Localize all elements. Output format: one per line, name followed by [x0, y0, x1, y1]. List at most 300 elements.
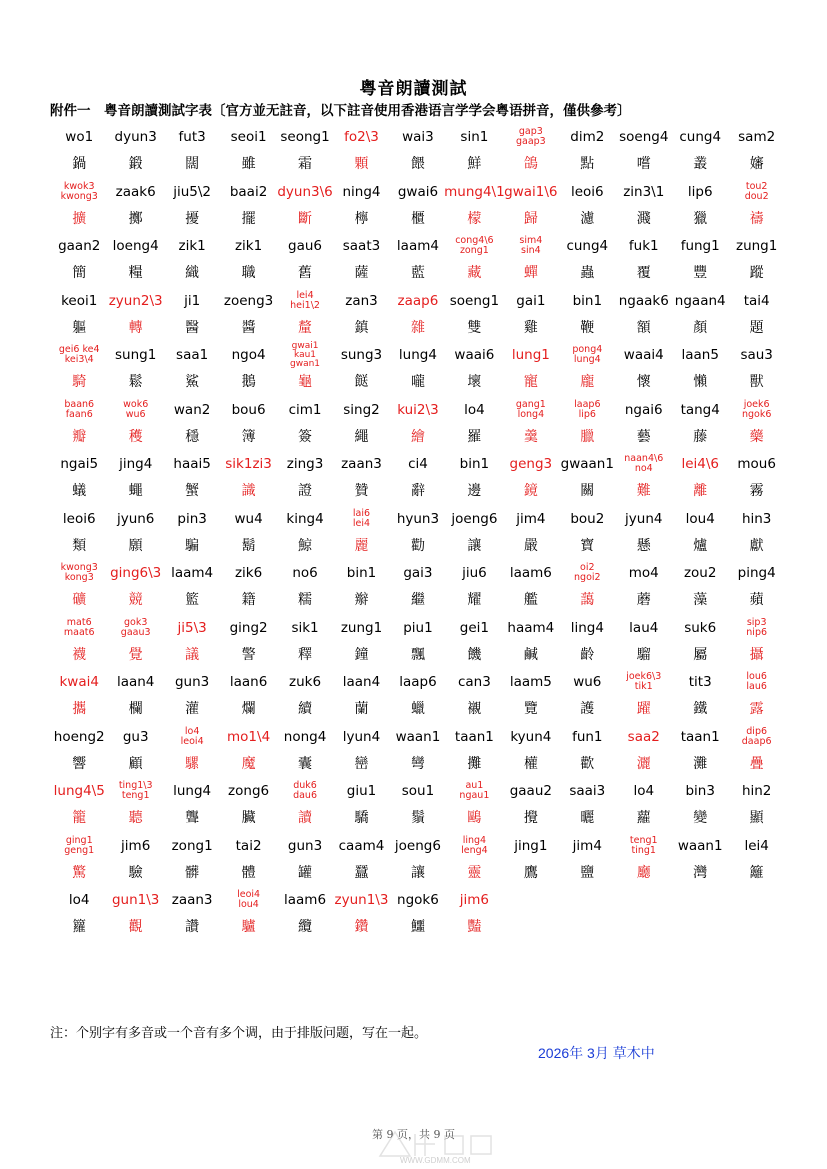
- table-cell: [728, 562, 784, 617]
- character: 穫: [128, 428, 143, 445]
- romanization-line: joek6\3: [626, 671, 662, 682]
- romanization-line: zing3: [286, 456, 324, 472]
- table-cell: [164, 181, 220, 236]
- romanization-line: ngau1: [459, 790, 490, 801]
- romanization-line: lou6: [746, 671, 767, 682]
- table-cell: [107, 344, 163, 399]
- table-cell: [333, 508, 389, 563]
- table-cell: [446, 235, 502, 290]
- table-cell: [616, 835, 672, 890]
- romanization-line: dim2: [570, 129, 605, 145]
- romanization: [333, 453, 389, 475]
- romanization-line: wai3: [402, 129, 434, 145]
- romanization-line: zung1: [340, 619, 383, 636]
- character: 覽: [523, 701, 538, 717]
- romanization: [51, 126, 107, 148]
- table-cell: [616, 671, 672, 726]
- romanization: [164, 726, 220, 748]
- romanization: [503, 290, 559, 312]
- table-cell: [446, 780, 502, 835]
- romanization-line: naan4\6: [624, 453, 664, 464]
- character: 顧: [128, 755, 143, 772]
- table-cell: [333, 344, 389, 399]
- romanization: [503, 671, 559, 693]
- romanization-line: gaan2: [58, 238, 101, 254]
- romanization: [51, 508, 107, 530]
- romanization-line: ging1: [65, 834, 93, 846]
- romanization-line: leoi6: [62, 510, 96, 527]
- romanization: [503, 780, 559, 802]
- character: 飄: [410, 646, 425, 663]
- romanization: [164, 617, 220, 639]
- table-cell: [51, 453, 107, 508]
- character: 欄: [128, 701, 143, 717]
- table-cell: [277, 617, 333, 672]
- romanization: [390, 835, 446, 857]
- romanization-line: lei4: [744, 837, 769, 854]
- table-cell: [390, 453, 446, 508]
- romanization-line: gai1: [516, 292, 546, 309]
- character: 灑: [636, 755, 651, 772]
- character: 簿: [241, 428, 256, 445]
- table-cell: [333, 399, 389, 454]
- character: 曬: [580, 810, 595, 826]
- romanization-line: laan4: [116, 674, 155, 690]
- table-cell: [503, 780, 559, 835]
- table-cell: [51, 889, 107, 944]
- romanization: [164, 780, 220, 802]
- character: 薩: [354, 265, 369, 281]
- character: 耀: [467, 592, 482, 608]
- romanization: [220, 235, 276, 257]
- table-cell: [333, 290, 389, 345]
- table-cell: [51, 290, 107, 345]
- romanization: [164, 453, 220, 475]
- romanization-line: gang1: [515, 398, 546, 410]
- watermark-url: WWW.GDMM.COM: [400, 1156, 471, 1165]
- table-cell: [559, 453, 615, 508]
- romanization: [333, 617, 389, 639]
- romanization-line: leng4: [461, 844, 488, 856]
- romanization-line: gwan1: [290, 358, 321, 369]
- table-cell: [446, 835, 502, 890]
- romanization-line: kei3\4: [64, 354, 94, 365]
- romanization-line: sing2: [343, 401, 380, 418]
- character: 鵝: [241, 374, 256, 390]
- romanization: [164, 508, 220, 530]
- romanization: [220, 126, 276, 148]
- table-cell: [107, 835, 163, 890]
- character: 鍋: [72, 156, 87, 172]
- romanization: [164, 399, 220, 421]
- table-cell: [728, 508, 784, 563]
- romanization-line: sik1: [291, 619, 319, 636]
- romanization-line: lip6: [687, 183, 713, 200]
- table-cell: [277, 340, 333, 399]
- character: 蠶: [354, 864, 369, 881]
- romanization-line: fut3: [178, 129, 206, 145]
- romanization-line: oi2: [580, 562, 595, 573]
- romanization: [333, 780, 389, 802]
- romanization-line: teng1: [629, 834, 658, 846]
- romanization: [107, 726, 163, 748]
- romanization: [107, 399, 163, 421]
- table-cell: [220, 780, 276, 835]
- romanization: [277, 290, 333, 312]
- romanization-line: gwai6: [397, 183, 439, 200]
- table-cell: [107, 290, 163, 345]
- table-cell: [728, 835, 784, 890]
- romanization-line: geng3: [509, 456, 553, 472]
- character: 攝: [749, 646, 764, 663]
- romanization-line: mo4: [628, 565, 659, 581]
- table-cell: [390, 290, 446, 345]
- romanization-line: long4: [517, 408, 545, 420]
- romanization-line: laam4: [396, 238, 439, 254]
- character: 驢: [241, 919, 256, 935]
- romanization-line: laam5: [509, 674, 552, 690]
- table-cell: [616, 181, 672, 236]
- romanization-line: fung1: [680, 238, 720, 254]
- character: 籃: [185, 592, 200, 608]
- romanization-line: gei1: [459, 619, 489, 636]
- table-cell: [51, 508, 107, 563]
- table-cell: [728, 399, 784, 454]
- table-cell: [672, 671, 728, 726]
- table-cell: [220, 453, 276, 508]
- character: 擲: [128, 210, 143, 227]
- character: 獵: [693, 210, 708, 227]
- romanization-line: jiu6: [462, 565, 487, 581]
- table-cell: [164, 235, 220, 290]
- romanization-line: gok3: [123, 616, 148, 628]
- character: 勸: [410, 537, 425, 554]
- character: 讚: [185, 919, 200, 935]
- table-cell: [672, 453, 728, 508]
- romanization: [390, 562, 446, 584]
- character: 騙: [185, 537, 200, 554]
- character: 簡: [72, 265, 87, 281]
- romanization: [503, 508, 559, 530]
- romanization: [616, 453, 672, 475]
- character: 點: [580, 156, 595, 172]
- romanization: [503, 344, 559, 366]
- romanization: [220, 344, 276, 366]
- romanization-line: ci4: [408, 456, 428, 472]
- romanization-line: zou2: [683, 565, 717, 581]
- romanization: [107, 344, 163, 366]
- romanization: [390, 399, 446, 421]
- character: 灌: [185, 701, 200, 717]
- character-table: [51, 126, 785, 944]
- character: 巒: [354, 755, 369, 772]
- character: 藏: [467, 265, 482, 281]
- romanization-line: sung3: [340, 347, 383, 363]
- character: 櫃: [410, 210, 425, 227]
- romanization: [559, 126, 615, 148]
- character: 屬: [693, 646, 708, 663]
- romanization-line: ting1\3: [118, 780, 153, 791]
- romanization: [503, 453, 559, 475]
- romanization: [728, 671, 784, 693]
- romanization: [220, 726, 276, 748]
- romanization-line: cung4: [679, 129, 722, 145]
- character: 騎: [72, 374, 87, 390]
- romanization: [220, 181, 276, 203]
- table-cell: [164, 889, 220, 944]
- romanization-line: lei4: [352, 517, 371, 529]
- romanization: [728, 617, 784, 639]
- romanization: [728, 726, 784, 748]
- romanization-line: zik1: [234, 238, 263, 254]
- romanization-line: leoi4: [237, 889, 261, 900]
- character: 寶: [580, 537, 595, 554]
- character: 蟬: [523, 265, 538, 281]
- table-cell: [446, 453, 502, 508]
- table-cell: [616, 126, 672, 181]
- romanization: [672, 780, 728, 802]
- romanization: [728, 235, 784, 257]
- character: 懶: [693, 374, 708, 390]
- character: 繪: [410, 428, 425, 445]
- romanization-line: caam4: [338, 837, 385, 854]
- romanization-line: hoeng2: [53, 728, 105, 745]
- romanization: [333, 126, 389, 148]
- romanization-line: leoi6: [570, 183, 604, 200]
- romanization: [277, 835, 333, 857]
- character: 鞭: [580, 319, 595, 336]
- page-title: 粤音朗讀測試: [359, 79, 468, 99]
- table-cell: [164, 671, 220, 726]
- character: 騾: [185, 755, 200, 772]
- romanization: [220, 399, 276, 421]
- romanization-line: pong4: [572, 344, 603, 355]
- romanization-line: gai3: [403, 565, 433, 581]
- character: 雜: [410, 319, 425, 336]
- romanization-line: sung1: [115, 347, 157, 363]
- romanization: [164, 126, 220, 148]
- character: 闊: [185, 156, 200, 172]
- table-cell: [107, 617, 163, 672]
- table-cell: [107, 453, 163, 508]
- character: 鷗: [467, 810, 482, 826]
- romanization-line: gei6 ke4: [58, 344, 100, 355]
- romanization-line: wu6: [573, 674, 602, 690]
- romanization-line: kau1: [294, 349, 317, 360]
- table-cell: [616, 562, 672, 617]
- table-cell: [503, 126, 559, 181]
- table-cell: [277, 235, 333, 290]
- table-cell: [277, 780, 333, 835]
- romanization: [390, 726, 446, 748]
- romanization-line: saai3: [569, 783, 606, 799]
- table-cell: [220, 290, 276, 345]
- romanization: [220, 508, 276, 530]
- romanization: [672, 290, 728, 312]
- romanization-line: sou1: [401, 783, 435, 799]
- table-cell: [728, 726, 784, 781]
- character: 豔: [467, 919, 482, 935]
- character: 願: [128, 537, 143, 554]
- character: 體: [241, 864, 256, 881]
- table-cell: [672, 399, 728, 454]
- romanization: [446, 617, 502, 639]
- table-cell: [503, 399, 559, 454]
- character: 覺: [128, 646, 143, 663]
- table-cell: [503, 508, 559, 563]
- character: 驗: [128, 864, 143, 881]
- romanization-line: daap6: [741, 735, 772, 747]
- romanization-line: au1: [465, 780, 484, 791]
- character: 鷹: [523, 864, 538, 881]
- character: 邊: [467, 483, 482, 499]
- character: 霧: [749, 483, 764, 499]
- romanization-line: ling4: [570, 619, 604, 636]
- table-cell: [107, 399, 163, 454]
- romanization: [503, 726, 559, 748]
- character: 鯊: [185, 374, 200, 390]
- table-cell: [616, 235, 672, 290]
- romanization: [559, 290, 615, 312]
- character: 壞: [467, 374, 482, 390]
- romanization-line: ting1: [631, 844, 656, 856]
- table-cell: [728, 780, 784, 835]
- romanization-line: lo4: [68, 892, 90, 908]
- character: 變: [693, 810, 708, 826]
- romanization: [559, 562, 615, 584]
- romanization: [390, 235, 446, 257]
- character: 鎮: [354, 319, 369, 336]
- character: 題: [749, 319, 764, 336]
- romanization-line: lou4: [238, 899, 259, 910]
- table-cell: [277, 671, 333, 726]
- romanization-line: no6: [292, 565, 318, 581]
- romanization-line: gaau3: [120, 626, 151, 638]
- romanization-line: gwaan1: [560, 456, 614, 472]
- romanization-line: lau4: [629, 619, 659, 636]
- table-cell: [444, 181, 505, 236]
- romanization: [333, 726, 389, 748]
- character: 嚐: [636, 156, 651, 172]
- character: 豐: [693, 265, 708, 281]
- romanization: [446, 399, 502, 421]
- romanization-line: lo4: [464, 401, 485, 418]
- romanization-line: joek6: [743, 398, 770, 410]
- romanization: [164, 889, 220, 911]
- table-cell: [51, 617, 107, 672]
- romanization-line: jing1: [514, 837, 548, 854]
- character: 擴: [72, 210, 87, 227]
- romanization-line: laan6: [229, 674, 268, 690]
- table-cell: [446, 889, 502, 944]
- romanization-line: gwai1\6: [504, 183, 558, 200]
- character: 嬸: [749, 156, 764, 172]
- romanization-line: jing4: [119, 456, 153, 472]
- character: 簽: [298, 428, 313, 445]
- character: 繼: [410, 592, 425, 608]
- romanization-line: kui2\3: [397, 401, 439, 418]
- romanization: [107, 453, 163, 475]
- romanization-line: saa1: [176, 347, 209, 363]
- table-cell: [51, 126, 107, 181]
- character: 驕: [354, 810, 369, 826]
- table-cell: [672, 835, 728, 890]
- table-cell: [164, 344, 220, 399]
- character: 獸: [749, 374, 764, 390]
- romanization-line: ngok6: [741, 408, 772, 420]
- romanization-line: tou2: [745, 180, 768, 192]
- romanization: [277, 671, 333, 693]
- romanization: [333, 235, 389, 257]
- romanization-line: bin1: [346, 565, 377, 581]
- romanization-line: laam6: [509, 565, 552, 581]
- romanization: [51, 889, 107, 911]
- romanization: [164, 235, 220, 257]
- character: 獻: [749, 537, 764, 554]
- table-cell: [164, 399, 220, 454]
- table-cell: [672, 344, 728, 399]
- character: 檸: [354, 210, 369, 227]
- romanization: [616, 399, 672, 421]
- romanization-line: lo4: [633, 783, 655, 799]
- character: 藻: [693, 592, 708, 608]
- romanization: [51, 726, 107, 748]
- character: 糯: [298, 592, 313, 608]
- romanization: [164, 181, 220, 203]
- character: 顆: [354, 156, 369, 172]
- romanization-line: sin1: [460, 129, 489, 145]
- romanization: [728, 562, 784, 584]
- table-cell: [51, 344, 107, 399]
- table-cell: [616, 453, 672, 508]
- table-cell: [616, 290, 672, 345]
- page-subtitle: 附件一 粤音朗讀測試字表〔官方並无註音，以下註音使用香港语言学学会粤语拼音，僅供參考〕: [50, 103, 631, 119]
- romanization: [728, 344, 784, 366]
- romanization: [616, 290, 672, 312]
- romanization-line: zik6: [234, 565, 263, 581]
- romanization: [390, 889, 446, 911]
- romanization: [446, 235, 502, 257]
- romanization-line: wu6: [125, 408, 146, 420]
- romanization: [672, 399, 728, 421]
- character: 鐘: [354, 646, 369, 663]
- romanization-line: wo1: [65, 129, 94, 145]
- romanization: [51, 235, 107, 257]
- table-cell: [51, 562, 107, 617]
- romanization: [107, 235, 163, 257]
- character: 競: [128, 592, 143, 608]
- romanization: [333, 181, 389, 203]
- table-cell: [616, 726, 672, 781]
- romanization-line: ngai6: [624, 401, 663, 418]
- character: 鐵: [693, 701, 708, 717]
- table-cell: [728, 126, 784, 181]
- romanization-line: gau6: [288, 238, 323, 254]
- character: 蟻: [72, 483, 87, 499]
- romanization: [559, 726, 615, 748]
- romanization-line: ning4: [342, 183, 381, 200]
- romanization: [503, 235, 559, 257]
- table-cell: [164, 290, 220, 345]
- table-cell: [559, 726, 615, 781]
- romanization-line: ngoi2: [574, 572, 601, 583]
- character: 餸: [354, 374, 369, 390]
- table-cell: [390, 726, 446, 781]
- character: 鬍: [241, 537, 256, 554]
- table-cell: [107, 562, 163, 617]
- romanization-line: lou4: [685, 510, 715, 527]
- romanization-line: ngai5: [60, 456, 99, 472]
